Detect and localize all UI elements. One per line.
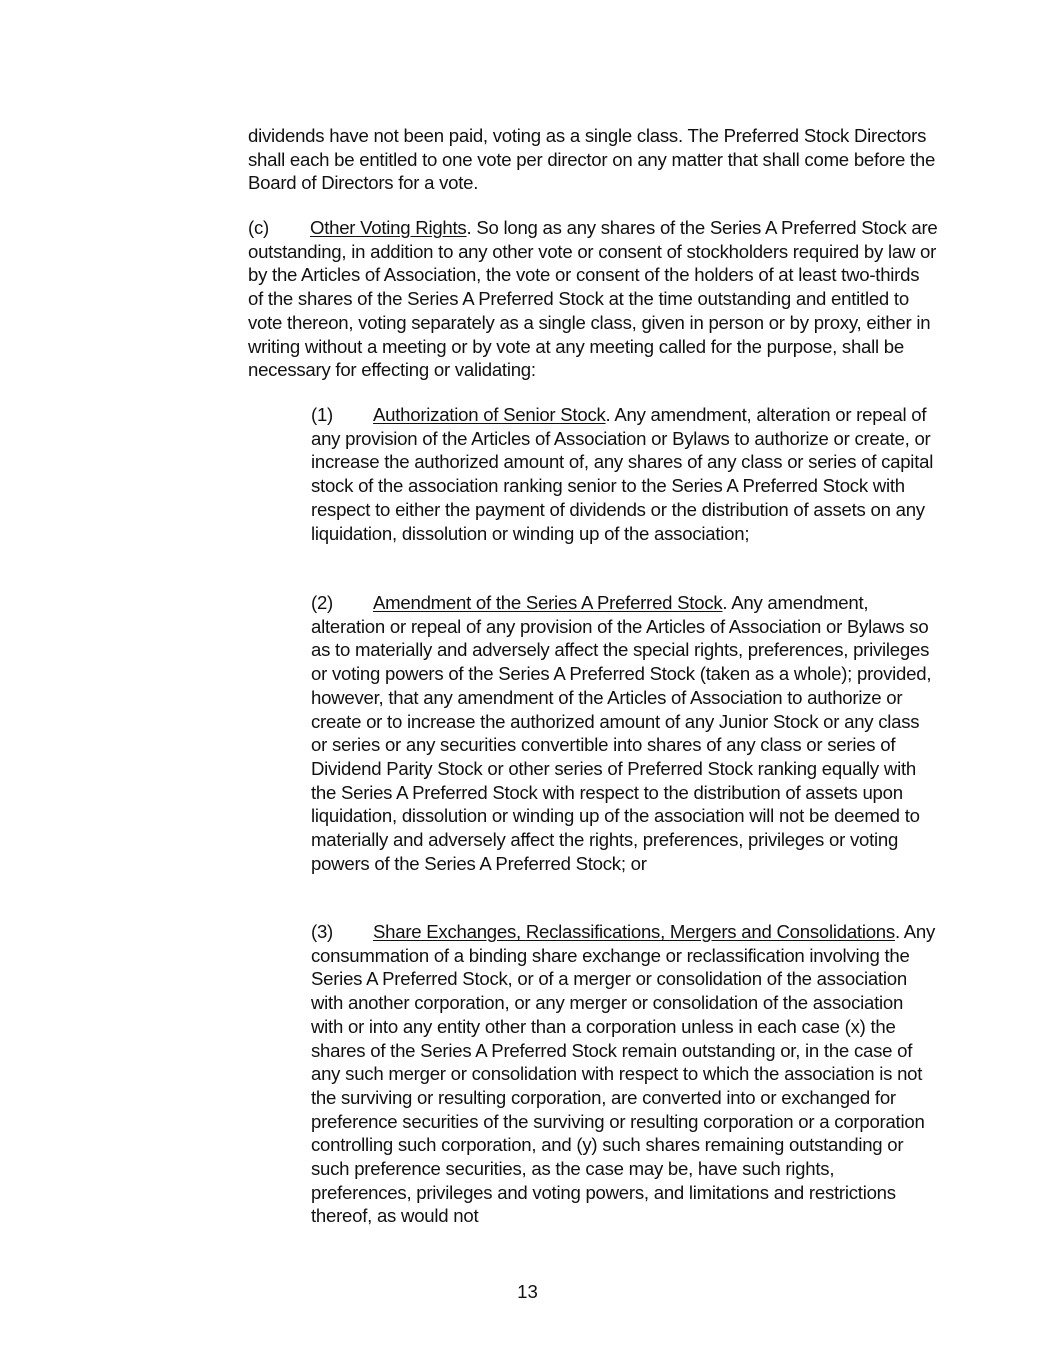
- item-2-heading: Amendment of the Series A Preferred Stock: [373, 592, 723, 613]
- item-3-paragraph: [311, 920, 937, 1228]
- item-2-number: (2): [311, 592, 333, 613]
- item-1-number: (1): [311, 404, 333, 425]
- item-1-heading: Authorization of Senior Stock: [373, 404, 606, 425]
- item-2-paragraph: [311, 591, 937, 875]
- item-1-paragraph: [311, 403, 937, 545]
- intro-paragraph: dividends have not been paid, voting as a single class. The Preferred Stock Directors shall each be entitled to one vote per director on any matter that shall come before the Board of Directors for a vote.: [248, 125, 936, 194]
- item-1-body: . Any amendment, alteration or repeal of any provision of the Articles of Association or Bylaws to authorize or create, or increase the authorized amount of, any shares of any class or series of capital stock of the association ranking senior to the Series A Preferred Stock with respect to either the payment of dividends or the distribution of assets on any liquidation, dissolution or winding up of the association;: [311, 404, 934, 544]
- page-number: 13: [517, 1281, 538, 1302]
- section-c-paragraph: [248, 216, 938, 382]
- item-3-number: (3): [311, 921, 333, 942]
- section-c-heading: Other Voting Rights: [310, 217, 467, 238]
- item-2-body: . Any amendment, alteration or repeal of any provision of the Articles of Association or Bylaws so as to materially and adversely affect the special rights, preferences, privileges or voting powers of the Series A Preferred Stock (taken as a whole); provided, however, that any amendment of the Articles of Association to authorize or create or to increase the authorized amount of any Junior Stock or any class or series or any securities convertible into shares of any class or series of Dividend Parity Stock or other series of Preferred Stock ranking equally with the Series A Preferred Stock with respect to the distribution of assets upon liquidation, dissolution or winding up of the association will not be deemed to materially and adversely affect the rights, preferences, privileges or voting powers of the Series A Preferred Stock; or: [311, 592, 932, 874]
- section-c-number: (c): [248, 217, 269, 238]
- item-3-heading: Share Exchanges, Reclassifications, Mergers and Consolidations: [373, 921, 895, 942]
- section-c-body: . So long as any shares of the Series A Preferred Stock are outstanding, in addition to any other vote or consent of stockholders required by law or by the Articles of Association, the vote or consent of the holders of at least two-thirds of the shares of the Series A Preferred Stock at the time outstanding and entitled to vote thereon, voting separately as a single class, given in person or by proxy, either in writing without a meeting or by vote at any meeting called for the purpose, shall be necessary for effecting or validating:: [248, 217, 938, 381]
- item-3-body: . Any consummation of a binding share exchange or reclassification involving the Series A Preferred Stock, or of a merger or consolidation of the association with another corporation, or any merger or consolidation of the association with or into any entity other than a corporation unless in each case (x) the shares of the Series A Preferred Stock remain outstanding or, in the case of any such merger or consolidation with respect to which the association is not the surviving or resulting corporation, are converted into or exchanged for preference securities of the surviving or resulting corporation or a corporation controlling such corporation, and (y) such shares remaining outstanding or such preference securities, as the case may be, have such rights, preferences, privileges and voting powers, and limitations and restrictions thereof, as would not: [311, 921, 936, 1227]
